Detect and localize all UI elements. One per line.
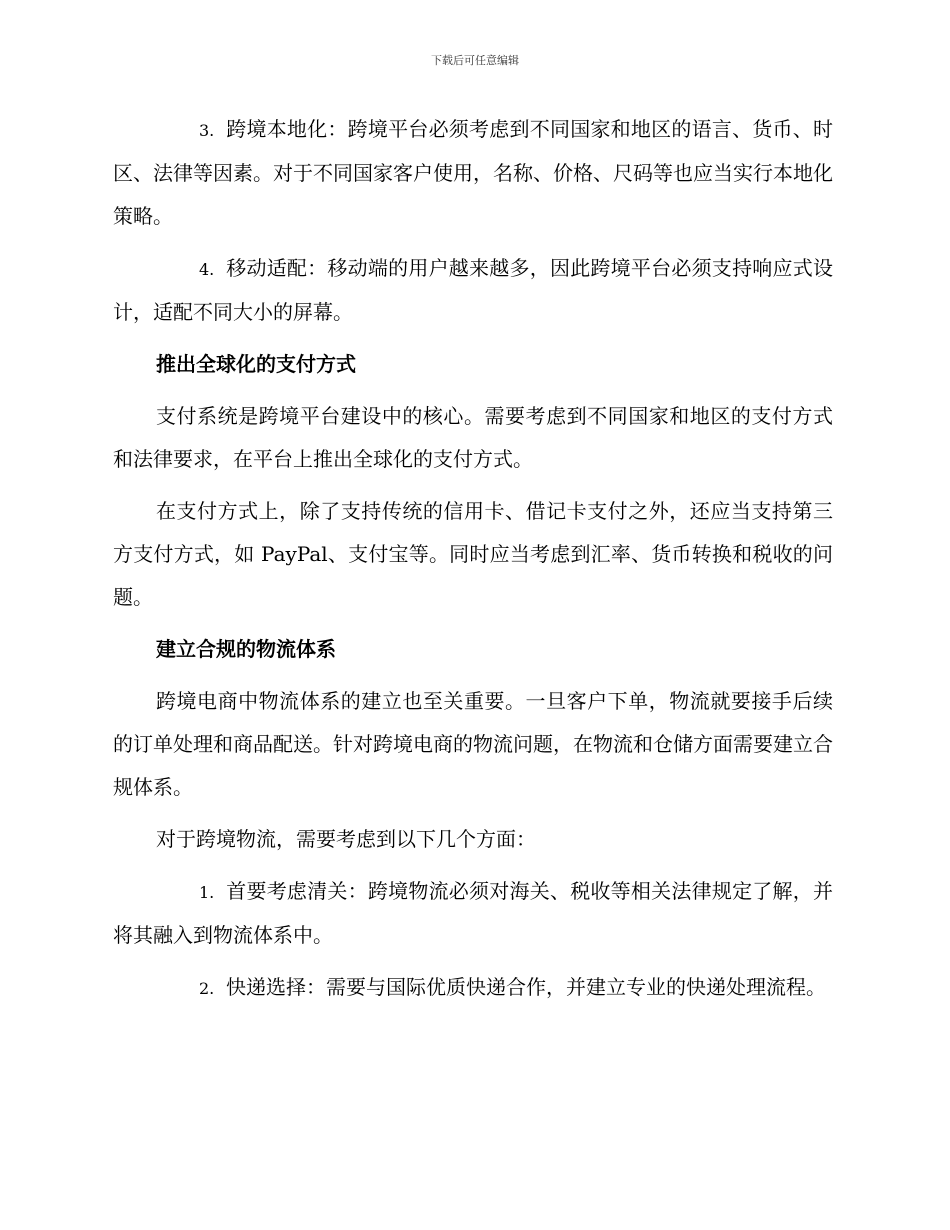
section-heading-payment: 推出全球化的支付方式 [156,352,356,376]
paragraph-payment-2: 在支付方式上，除了支持传统的信用卡、借记卡支付之外，还应当支持第三方支付方式，如 PayPal、支付宝等。同时应当考虑到汇率、货币转换和税收的问题。 [113,499,833,609]
section-heading-logistics: 建立合规的物流体系 [156,637,336,661]
list-item-3 [113,108,833,238]
page-header: 下载后可任意编辑 [431,54,519,67]
list-item-text: 快递选择：需要与国际优质快递合作，并建立专业的快递处理流程。 [226,975,826,999]
paragraph-logistics-1: 跨境电商中物流体系的建立也至关重要。一旦客户下单，物流就要接手后续的订单处理和商品配送。针对跨境电商的物流问题，在物流和仓储方面需要建立合规体系。 [113,689,833,799]
list-item-text: 跨境本地化：跨境平台必须考虑到不同国家和地区的语言、货币、时区、法律等因素。对于不同国家客户使用，名称、价格、尺码等也应当实行本地化策略。 [113,117,833,228]
list-item-text: 移动适配：移动端的用户越来越多，因此跨境平台必须支持响应式设计，适配不同大小的屏幕。 [113,256,833,324]
paragraph-logistics-2: 对于跨境物流，需要考虑到以下几个方面： [156,827,536,851]
list-item-text: 首要考虑清关：跨境物流必须对海关、税收等相关法律规定了解，并将其融入到物流体系中。 [113,879,833,947]
list-item-2 [113,966,833,1010]
list-number: 1. [199,883,215,902]
list-item-1 [113,870,833,957]
paragraph-payment-1: 支付系统是跨境平台建设中的核心。需要考虑到不同国家和地区的支付方式和法律要求，在平台上推出全球化的支付方式。 [113,404,833,471]
list-number: 4. [199,260,215,279]
document-body [113,108,833,1019]
list-number: 3. [199,121,215,140]
list-number: 2. [199,979,215,998]
list-item-4 [113,247,833,334]
